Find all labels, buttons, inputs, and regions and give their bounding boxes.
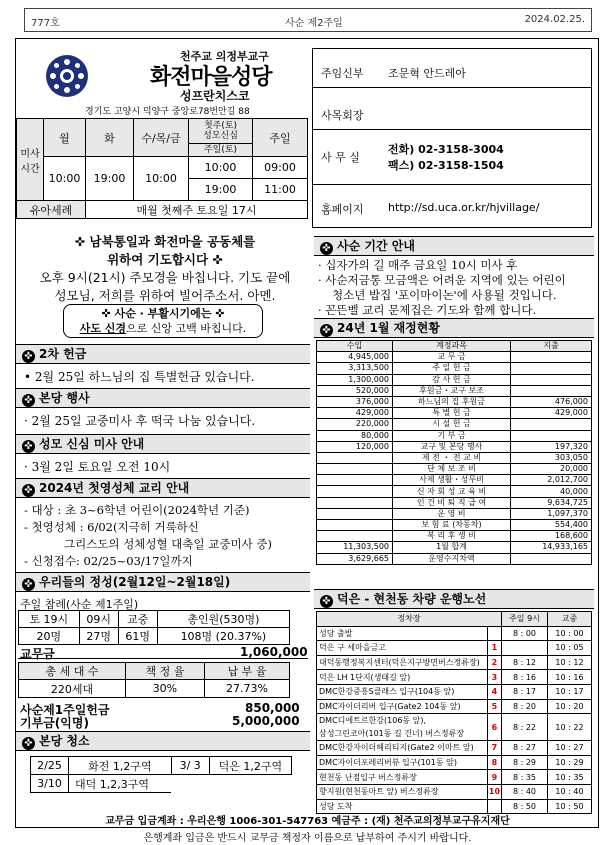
finance-account: 단 체 보 조 비 [393,464,511,475]
finance-income [317,497,393,508]
bus-stop-row [317,626,592,641]
bus-stop-row [317,684,592,699]
bus-time-9: 8 : 20 [502,699,548,714]
finance-income: 3,313,500 [317,363,393,374]
first-communion-text: - 대상 : 초 3~6학년 어린이(2024학년 기준) - 첫영성체 : 6/02(지극히 거룩하신 그리스도의 성체성혈 대축일 교중미사 중) - 신청접수: 02/25~03/17일까지 [24,503,272,568]
finance-expense: 303,050 [511,452,592,463]
finance-row [317,497,592,508]
bus-stop-name: DMC디에트르한강(106동 앞), 삼성그린코아(101동 길 건너) 버스정류장 [317,714,488,741]
bus-time-9: 8 : 29 [502,755,548,770]
parish-name: 화전마을성당 [150,65,272,90]
finance-account: 교 무 금 [393,352,511,363]
info-box [312,48,592,228]
finance-account: 후원금・교구 보조 [393,385,511,396]
finance-account: 제 전 ・ 전 교 비 [393,452,511,463]
lent-offering-value: 850,000 [245,701,300,715]
mass-schedule-table [16,118,308,219]
finance-row [317,508,592,519]
bus-time-main: 10 : 16 [548,670,592,685]
bus-stop-number: 4 [487,684,501,699]
section-offerings: ✜ 우리들의 정성(2월12일~2월18일) [16,572,310,592]
finance-income [317,508,393,519]
finance-expense: 1,097,370 [511,508,592,519]
lent-offering-label: 사순제1주일헌금 [20,703,110,717]
finance-income [317,475,393,486]
section-cleaning: ✜ 본당 청소 [16,731,310,751]
day-sunday: 주일 [253,119,308,157]
bus-stop-row [317,714,592,741]
bus-route-table: 정차장 주일 9시 교중 성당 출발 8 : 00 10 : 00 덕은 구 세마을금고 1 10 : 05 대덕동행정복지센터(덕은지구방면버스정류장) 2 8 : 12 10 : 12 덕은 LH 1단지(생태길 앞) 3 8 : 16 10 : 16 DMC한강중흥S클래스 입구(104동 앞) 4 8 : 17 10 : 17 DMC자이더리버 입구(Gate2 104동 앞) 5 8 : 20 10 : 20 DMC디에트르한강(106동 앞), 삼성그린코아(101동 길 건너) 버스정류장 6 8 : 22 10 : 22 DMC한강자이더헤리티지(Gate2 이마트 앞) 7 8 : 27 10 : 27 DMC자이더포레리버뷰 입구(101동 앞) 8 8 : 29 10 : 29 현천동 난점입구 버스정류장 9 8 : 35 10 : 35 향지원(현천동마트 앞) 버스정류장 10 8 : 40 10 : 40 성당 도착 8 : 50 10 : 50 [316,611,592,814]
prayer-box [20,233,310,305]
pastor-label: 주임신부 [321,67,364,80]
section-second-collection: ✜ 2차 헌금 [16,344,310,364]
attendance-title: 주일 참례(사순 제1주일) [20,598,139,611]
finance-expense [511,419,592,430]
time-sun-b: 11:00 [253,179,308,201]
council-label: 사목회장 [321,109,364,122]
finance-expense [511,430,592,441]
bus-time-9: 8 : 27 [502,741,548,756]
finance-expense: 14,933,165 [511,542,592,553]
second-collection-text: • 2월 25일 하느님의 집 특별헌금 있습니다. [24,370,255,384]
bus-stop-name: 현천동 난점입구 버스정류장 [317,770,488,785]
finance-row [317,531,592,542]
bus-stop-row [317,741,592,756]
bus-stop-row [317,755,592,770]
bus-stop-row [317,670,592,685]
finance-income: 429,000 [317,408,393,419]
bus-stop-row [317,699,592,714]
finance-account: 기 부 금 [393,430,511,441]
finance-expense [511,553,592,564]
kyomu-value: 1,060,000 [240,645,308,659]
parish-address: 경기도 고양시 덕양구 중앙로78번안길 88 [85,107,250,117]
finance-row [317,441,592,452]
section-parish-event: ✜ 본당 행사 [16,388,310,408]
bus-stop-number: 3 [487,670,501,685]
finance-account: 운영수지차액 [393,553,511,564]
bus-time-9: 8 : 17 [502,684,548,699]
bus-stop-name: 성당 출발 [317,626,488,641]
finance-expense: 40,000 [511,486,592,497]
attendance-table: 토 19시 09시 교중 총인원(530명) 20명 27명 61명 108명 (20.37%) [18,610,290,645]
finance-income [317,531,393,542]
bus-time-9: 8 : 35 [502,770,548,785]
bus-stop-name: DMC한강중흥S클래스 입구(104동 앞) [317,684,488,699]
finance-expense: 9,634,725 [511,497,592,508]
bus-time-9: 8 : 16 [502,670,548,685]
finance-expense: 197,320 [511,441,592,452]
finance-account: 하느님의 집 후원금 [393,396,511,407]
time-mon: 10:00 [44,157,86,201]
finance-row [317,419,592,430]
finance-expense [511,352,592,363]
bus-time-main: 10 : 22 [548,714,592,741]
finance-account: 감 사 헌 금 [393,374,511,385]
day-mon: 월 [44,119,86,157]
finance-expense [511,374,592,385]
top-bar [24,8,592,32]
finance-row [317,475,592,486]
finance-income: 1,300,000 [317,374,393,385]
finance-row [317,396,592,407]
finance-income: 120,000 [317,441,393,452]
finance-account: 교구 및 본당 행사 [393,441,511,452]
finance-account: 주 일 헌 금 [393,363,511,374]
diocese-name: 천주교 의정부교구 [180,50,269,63]
bus-stop-number: 6 [487,714,501,741]
office-tel: 전화) 02-3158-3004 [388,143,504,156]
finance-row [317,542,592,553]
bus-time-main: 10 : 05 [548,641,592,656]
finance-row [317,520,592,531]
bus-time-main: 10 : 12 [548,655,592,670]
finance-expense [511,385,592,396]
section-finance: ✜ 24년 1월 재정현황 [314,318,594,338]
bus-stop-number: 7 [487,741,501,756]
bus-stop-number: 10 [487,784,501,799]
prayer-line-2: 위하여 기도합시다 ✜ [107,252,223,267]
finance-account: 사제 생활・성무비 [393,475,511,486]
finance-account: 시 설 헌 금 [393,419,511,430]
household-table: 총 세 대 수 책 정 율 납 부 율 220세대 30% 27.73% [18,662,290,698]
section-first-communion: ✜ 2024년 첫영성체 교리 안내 [16,478,310,498]
finance-account: 복 리 후 생 비 [393,531,511,542]
kyomu-underline [18,658,308,659]
donation-label: 기부금(익명) [20,716,89,730]
finance-account: 운 영 비 [393,508,511,519]
finance-income: 220,000 [317,419,393,430]
bus-stop-row [317,655,592,670]
bus-stop-name: 대덕동행정복지센터(덕은지구방면버스정류장) [317,655,488,670]
donation-value: 5,000,000 [232,714,300,728]
finance-income: 376,000 [317,396,393,407]
bus-time-main: 10 : 29 [548,755,592,770]
bus-time-9: 8 : 00 [502,626,548,641]
day-wed-fri: 수/목/금 [134,119,189,157]
day-tue: 화 [86,119,134,157]
time-wed-fri: 10:00 [134,157,189,201]
finance-row [317,352,592,363]
day-first-saturday: 첫주(토) 성모신심 주일(토) [189,119,253,157]
bus-time-main: 10 : 17 [548,684,592,699]
time-sun-a: 09:00 [253,157,308,179]
cleaning-table: 2/25 화전 1,2구역 3/ 3 덕은 1,2구역 3/10 대덕 1,2,3구역 [30,756,292,793]
pastor-name: 조문혁 안드레아 [388,67,466,80]
issue-number: 777호 [31,18,60,29]
time-tue: 19:00 [86,157,134,201]
issue-date: 2024.02.25. [524,14,585,25]
finance-expense: 554,400 [511,520,592,531]
time-sat-b: 19:00 [189,179,253,201]
finance-income: 80,000 [317,430,393,441]
liturgical-week: 사순 제2주일 [285,18,343,29]
finance-expense: 476,000 [511,396,592,407]
finance-row [317,464,592,475]
finance-row [317,408,592,419]
bus-stop-number: 8 [487,755,501,770]
office-label: 사 무 실 [321,151,360,164]
finance-row [317,385,592,396]
finance-expense: 429,000 [511,408,592,419]
footer-note: 은행계좌 입금은 반드시 교무금 책정자 이름으로 납부하여 주시기 바랍니다. [143,833,472,844]
bus-stop-name: 덕은 LH 1단지(생태길 앞) [317,670,488,685]
bus-time-9: 8 : 12 [502,655,548,670]
bus-stop-number: 9 [487,770,501,785]
bus-stop-name: 덕은 구 세마을금고 [317,641,488,656]
finance-expense: 168,600 [511,531,592,542]
finance-account: 신 자 회 성 교 육 비 [393,486,511,497]
bus-stop-name: DMC자이더포레리버뷰 입구(101동 앞) [317,755,488,770]
kyomu-label: 교무금 [20,647,55,661]
finance-expense: 2,012,700 [511,475,592,486]
time-sat-a: 10:00 [189,157,253,179]
lent-guide-text: · 십자가의 길 매주 금요일 10시 미사 후 · 사순저금통 모금액은 어려운 지역에 있는 어린이 청소년 밥집 '포이마이논'에 사용될 것입니다. · 꼰뜬벨 교리 문제집은 기도와 함께 합니다. [318,258,566,317]
bus-time-main: 10 : 40 [548,784,592,799]
prayer-line-1: ✜ 남북통일과 화전마을 공동체를 [74,234,256,249]
bus-stop-name: DMC한강자이더헤리티지(Gate2 이마트 앞) [317,741,488,756]
finance-row [317,374,592,385]
marian-mass-text: · 3월 2일 토요일 오전 10시 [24,460,171,474]
finance-income [317,520,393,531]
bus-time-main: 10 : 50 [548,799,592,814]
office-fax: 팩스) 02-3158-1504 [388,159,504,172]
bus-time-main: 10 : 35 [548,770,592,785]
bus-time-main: 10 : 27 [548,741,592,756]
patron-saint: 성프란치스코 [180,89,250,103]
parish-logo-icon [46,55,88,97]
bus-stop-name: DMC자이더리버 입구(Gate2 104동 앞) [317,699,488,714]
bus-stop-number: 1 [487,641,501,656]
bus-stop-number: 2 [487,655,501,670]
mass-time-label: 미사 시간 [17,119,44,201]
prayer-line-4: 성모님, 저희를 위하여 빌어주소서. 아멘. [54,288,276,303]
baptism-label: 유아세례 [17,201,86,219]
finance-expense: 20,000 [511,464,592,475]
finance-income [317,452,393,463]
bus-stop-number [487,626,501,641]
finance-row [317,430,592,441]
section-marian-mass: ✜ 성모 신심 미사 안내 [16,434,310,454]
bus-time-main: 10 : 20 [548,699,592,714]
finance-income: 3,629,665 [317,553,393,564]
finance-row [317,486,592,497]
prayer-line-3: 오후 9시(21시) 주모경을 바칩니다. 기도 끝에 [39,270,291,285]
finance-row [317,553,592,564]
bus-stop-row [317,770,592,785]
bus-time-9 [502,641,548,656]
finance-income: 4,945,000 [317,352,393,363]
finance-expense [511,363,592,374]
creed-notice: ✜ 사순 · 부활시기에는 ✜ 사도 신경으로 신앙 고백 바칩니다. [63,304,263,338]
section-bus-route: ✜ 덕은 - 현천동 차량 운행노선 [314,589,594,609]
bus-stop-name: 성당 도착 [317,799,488,814]
section-lent-guide: ✜ 사순 기간 안내 [314,236,594,256]
bus-stop-number: 5 [487,699,501,714]
bus-time-9: 8 : 22 [502,714,548,741]
baptism-value: 매월 첫째주 토요일 17시 [86,201,308,219]
footer-account: 교무금 입금계좌 : 우리은행 1006-301-547763 예금주 : (재) 천주교의정부교구유지재단 [105,816,510,827]
finance-row [317,363,592,374]
finance-income: 11,303,500 [317,542,393,553]
bus-stop-row [317,641,592,656]
finance-account: 1월 합계 [393,542,511,553]
finance-table: 수입 계정과목 지출 4,945,000 교 무 금 3,313,500 주 일 헌 금 1,300,000 감 사 헌 금 520,000 후원금・교구 보조 376,000 하느님의 집 후원금 476,000 429,000 특 별 헌 금 429,000 220,000 시 설 헌 금 80,000 기 부 금 120,000 교구 및 본당 행사 197,320 제 전 ・ 전 교 비 303,050 단 체 보 조 비 20,000 사제 생활・성무비 2,012,700 신 자 회 성 교 육 비 40,000 인 건 비 퇴 직 급 여 9,634,725 운 영 비 1,097,370 보 험 료 (차동차) 554,400 복 리 후 생 비 168,600 11,303,500 1월 합계 14,933,165 3,629,665 운영수지차액 [316,340,592,565]
bus-stop-row [317,784,592,799]
finance-income [317,486,393,497]
bus-stop-name: 향지원(현천동마트 앞) 버스정류장 [317,784,488,799]
bus-time-9: 8 : 40 [502,784,548,799]
bus-time-9: 8 : 50 [502,799,548,814]
bus-time-main: 10 : 00 [548,626,592,641]
finance-account: 보 험 료 (차동차) [393,520,511,531]
homepage-label: 홈페이지 [321,203,364,216]
finance-account: 특 별 헌 금 [393,408,511,419]
parish-event-text: · 2월 25일 교중미사 후 떡국 나눔 있습니다. [24,414,256,428]
finance-income [317,464,393,475]
finance-account: 인 건 비 퇴 직 급 여 [393,497,511,508]
finance-row [317,452,592,463]
finance-income: 520,000 [317,385,393,396]
homepage-link[interactable]: http://sd.uca.or.kr/hjvillage/ [388,201,540,214]
